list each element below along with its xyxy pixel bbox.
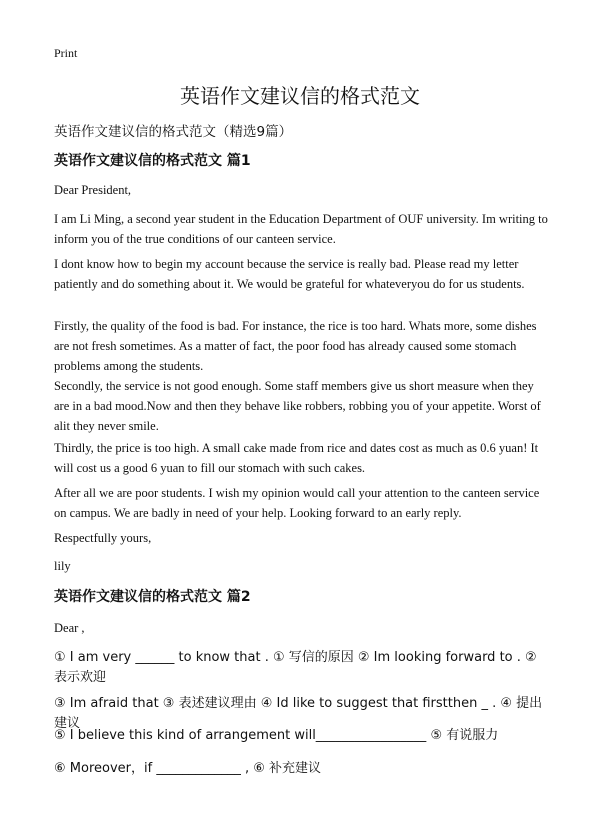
print-link[interactable]: Print	[54, 46, 78, 60]
section1-heading: 英语作文建议信的格式范文 篇1	[54, 153, 251, 169]
section1-paragraph-5: Thirdly, the price is too high. A small cake made from rice and dates cost as much as 0.6 yuan! It will cost us a good 6 yuan to fill our stomach with such cakes.	[54, 441, 539, 475]
page-subtitle: 英语作文建议信的格式范文（精选9篇）	[54, 124, 293, 140]
section1-closing: Respectfully yours,	[54, 531, 152, 545]
page-title: 英语作文建议信的格式范文	[180, 84, 420, 108]
section1-signature: lily	[54, 559, 71, 573]
section1-paragraph-4: Secondly, the service is not good enough. Some staff members give us short measure when they are in a bad mood.Now and then they behave like robbers, robbing you of your appetite. Worst of alit they never smile.	[54, 379, 541, 433]
section2-line-1: ① I am very ______ to know that . ① 写信的原因 ② Im looking forward to . ② 表示欢迎	[54, 650, 537, 685]
section2-heading: 英语作文建议信的格式范文 篇2	[54, 589, 251, 605]
section1-paragraph-3: Firstly, the quality of the food is bad. For instance, the rice is too hard. Whats more, some dishes are not fresh sometimes. As a matter of fact, the poor food has already caused some stomach problems among the students.	[54, 319, 537, 373]
section2-line-4: ⑥ Moreover，if _____________ , ⑥ 补充建议	[54, 761, 322, 776]
section1-paragraph-1: I am Li Ming, a second year student in the Education Department of OUF university. Im writing to inform you of the true conditions of our canteen service.	[54, 212, 548, 246]
section1-paragraph-2: I dont know how to begin my account because the service is really bad. Please read my letter patiently and do something about it. We would be grateful for whateveryou do for us students.	[54, 257, 525, 291]
section1-greeting: Dear President,	[54, 183, 132, 197]
section2-greeting: Dear ,	[54, 621, 85, 635]
section2-line-3: ⑤ I believe this kind of arrangement will_________________ ⑤ 有说服力	[54, 728, 499, 743]
section2-line-2: ③ Im afraid that ③ 表述建议理由 ④ Id like to suggest that firstthen _ . ④ 提出建议	[54, 696, 543, 731]
section1-paragraph-6: After all we are poor students. I wish my opinion would call your attention to the canteen service on campus. We are badly in need of your help. Looking forward to an early reply.	[54, 486, 540, 520]
